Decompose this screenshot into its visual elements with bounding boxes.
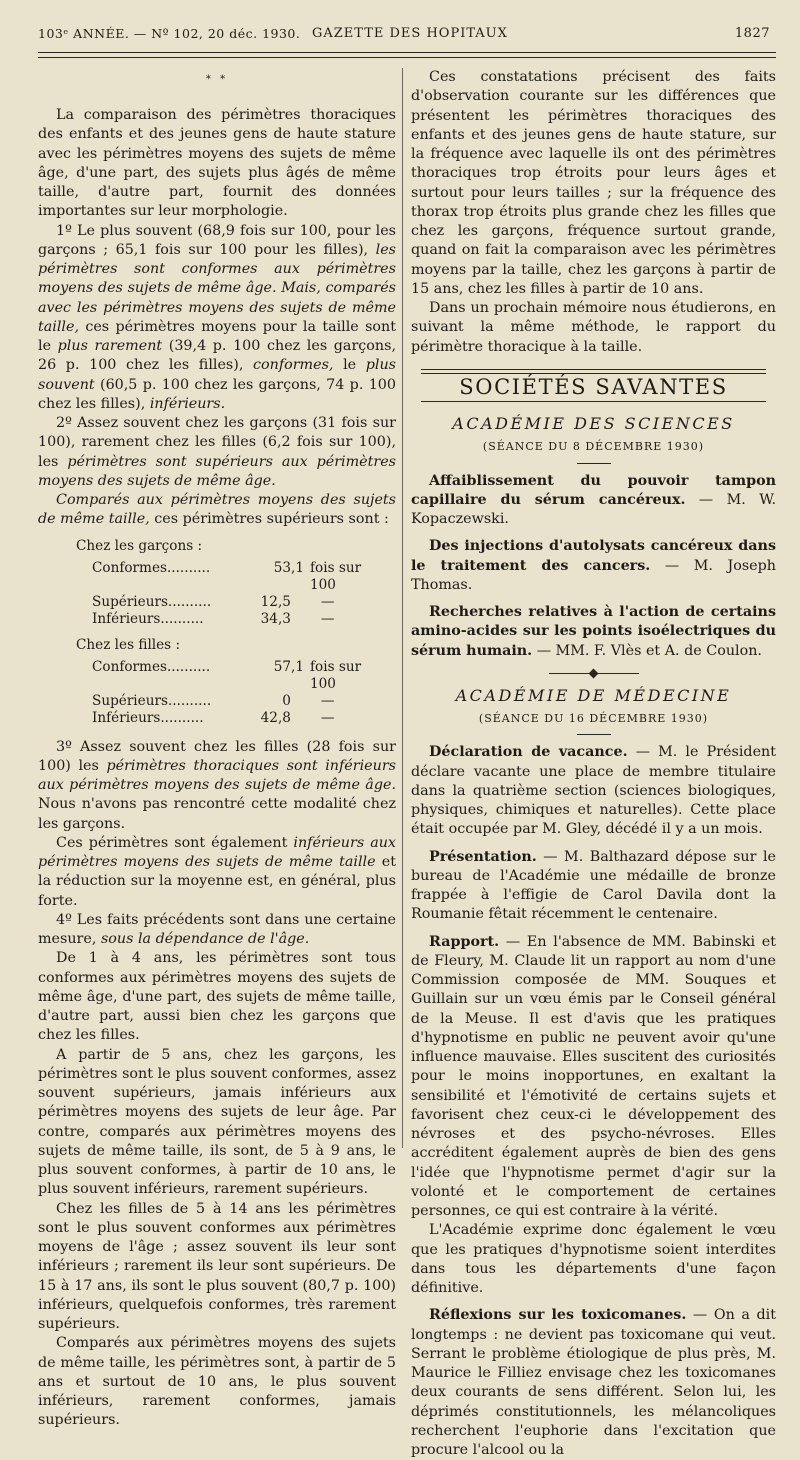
communication-item: Présentation. — M. Balthazard dépose sur le bureau de l'Académie une médaille de bronze frappée à l'effigie de Carol Davila dont la Roumanie fêtait récemment le centenaire. xyxy=(411,848,776,923)
ornament-rule xyxy=(549,673,639,674)
communication-item: Recherches relatives à l'action de certains amino-acides sur les points isoélectriques du sérum humain. — MM. F. Vlès et A. de Coulon. xyxy=(411,604,776,659)
table-row: Inférieurs.......... 34,3 — xyxy=(92,611,335,628)
table-heading-garcons: Chez les garçons : xyxy=(76,537,203,554)
session-date: (SÉANCE DU 16 DÉCEMBRE 1930) xyxy=(478,712,709,725)
paragraph: Chez les filles de 5 à 14 ans les périmètres sont le plus souvent conformes aux périmètres moyens de l'âge ; assez souvent ils leur sont inférieurs ; rarement ils leur sont supérieurs. De 15 à 17 ans, ils sont le plus souvent (80,7 p. 100) inférieurs, quelquefois conformes, très rarement supérieurs. xyxy=(38,1200,396,1333)
paragraph: 4º Les faits précédents sont dans une certaine mesure, sous la dépendance de l'âge. xyxy=(38,911,396,948)
communication-item: Rapport. — En l'absence de MM. Babinski et de Fleury, M. Claude lit un rapport au nom d'une Commission composée de MM. Souques et Guillain sur un vœu émis par le Conseil général de la Meuse. Il est d'avis que les pratiques d'hypnotisme en public ne peuvent avoir qu'une influence mauvaise. Elles suscitent des curiosités pour le moins inopportunes, en exaltant la sensibilité et l'émotivité de certains sujets et favorisent chez ceux-ci le développement des névroses et des psycho-névroses. Elles accréditent également auprès de bien des gens l'idée que l'hypnotisme permet d'agir sur la volonté et le comportement de certaines personnes, ce qui est contraire à la vérité. xyxy=(411,933,776,1219)
section-title: SOCIÉTÉS SAVANTES xyxy=(459,374,728,399)
paragraph: Comparés aux périmètres moyens des sujets de même taille, ces périmètres supérieurs sont : xyxy=(38,492,396,528)
table-row: Conformes.......... 53,1 fois sur 100 xyxy=(92,559,362,593)
table-heading-filles: Chez les filles : xyxy=(76,636,181,653)
table-row: Inférieurs.......... 42,8 — xyxy=(92,710,335,727)
paragraph: Comparés aux périmètres moyens des sujets de même taille, les périmètres sont, à partir de 5 ans et surtout de 10 ans, le plus souvent inférieurs, rarement conformes, jamais supérieurs. xyxy=(38,1335,396,1429)
paragraph: Ces constatations précisent des faits d'observation courante sur les différences que présentent les périmètres thoraciques des enfants et des jeunes gens de haute stature, sur la fréquence avec laquelle ils ont des périmètres thoraciques trop étroits pour leurs âges et surtout pour leurs tailles ; sur la fréquence des thorax trop étroits plus grande chez les filles que chez les garçons, fréquence surtout grande, quand on fait la comparaison avec les périmètres moyens par la taille, chez les garçons à partir de 15 ans, chez les filles à partir de 10 ans. xyxy=(411,69,776,297)
paragraph: De 1 à 4 ans, les périmètres sont tous conformes aux périmètres moyens des sujets de même âge, d'une part, des sujets de même taille, d'autre part, aussi bien chez les garçons que chez les filles. xyxy=(38,950,396,1044)
paragraph: A partir de 5 ans, chez les garçons, les périmètres sont le plus souvent conformes, assez souvent supérieurs, jamais inférieurs aux périmètres moyens des sujets de leur âge. Par contre, comparés aux périmètres moyens des sujets de même taille, ils sont, de 5 à 9 ans, le plus souvent conformes, à partir de 10 ans, le plus souvent inférieurs, rarement supérieurs. xyxy=(38,1046,396,1198)
section-rule xyxy=(421,369,766,370)
paragraph: 3º Assez souvent chez les filles (28 fois sur 100) les périmètres thoraciques sont inférieurs aux périmètres moyens des sujets de même âge. Nous n'avons pas rencontré cette modalité chez les garçons. xyxy=(38,738,397,832)
academy-heading: ACADÉMIE DES SCIENCES xyxy=(452,414,735,433)
paragraph: Dans un prochain mémoire nous étudierons, en suivant la même méthode, le rapport du périmètre thoracique à la taille. xyxy=(411,300,776,355)
communication-item: Des injections d'autolysats cancéreux dans le traitement des cancers. — M. Joseph Thomas. xyxy=(411,538,776,593)
paragraph: Ces périmètres sont également inférieurs aux périmètres moyens des sujets de même taille et la réduction sur la moyenne est, en général, plus forte. xyxy=(38,834,396,909)
table-row: Conformes.......... 57,1 fois sur 100 xyxy=(92,658,362,692)
header-rule-thin xyxy=(38,57,776,58)
table-row: Supérieurs.......... 0 — xyxy=(92,693,335,710)
stats-table xyxy=(38,538,396,728)
short-rule xyxy=(577,463,611,464)
table-row: Supérieurs.......... 12,5 — xyxy=(92,594,335,611)
running-header xyxy=(38,24,776,46)
communication-item: Réflexions sur les toxicomanes. — On a dit longtemps : ne devient pas toxicomane qui veut. Serrant le problème étiologique de plus près, M. Maurice le Filliez envisage chez les toxicomanes deux courants de sens différent. Selon lui, les déprimés constitutionnels, les mélancoliques recherchent l'euphorie dans l'excitation que procure l'alcool ou la xyxy=(411,1307,776,1458)
academy-heading: ACADÉMIE DE MÉDECINE xyxy=(455,685,732,705)
paragraph: 2º Assez souvent chez les garçons (31 fois sur 100), rarement chez les filles (6,2 fois sur 100), les périmètres sont supérieurs aux périmètres moyens des sujets de même âge. xyxy=(38,415,396,489)
issue-info: 103ᵉ ANNÉE. — Nº 102, 20 déc. 1930. xyxy=(38,26,301,41)
section-stars: * * xyxy=(205,74,229,85)
section-rule xyxy=(421,373,766,374)
communication-item: Affaiblissement du pouvoir tampon capillaire du sérum cancéreux. — M. W. Kopaczewski. xyxy=(411,472,776,527)
paragraph: 1º Le plus souvent (68,9 fois sur 100, pour les garçons ; 65,1 fois sur 100 pour les filles), les périmètres sont conformes aux périmètres moyens des sujets de même âge. Mais, comparés avec les périmètres moyens des sujets de même taille, ces périmètres moyens pour la taille sont le plus rarement (39,4 p. 100 chez les garçons, 26 p. 100 chez les filles), conformes, le plus souvent (60,5 p. 100 chez les garçons, 74 p. 100 chez les filles), inférieurs. xyxy=(38,222,396,412)
left-column xyxy=(38,68,396,1431)
page-number: 1827 xyxy=(734,26,770,41)
communication-item: Déclaration de vacance. — M. le Président déclare vacante une place de membre titulaire dans la quatrième section (sciences biologiques, physiques, chimiques et naturelles). Cette place était occupée par M. Gley, décédé il y a un mois. xyxy=(411,744,776,838)
header-rule-thick xyxy=(38,52,776,53)
section-rule xyxy=(421,401,766,402)
session-date: (SÉANCE DU 8 DÉCEMBRE 1930) xyxy=(482,440,705,454)
right-column xyxy=(411,68,776,1460)
paragraph: La comparaison des périmètres thoraciques des enfants et des jeunes gens de haute stature avec les périmètres moyens des sujets de même âge, d'une part, des sujets plus âgés de même taille, d'autre part, fournit des données importantes sur leur morphologie. xyxy=(38,107,396,220)
column-divider xyxy=(402,68,403,1148)
journal-title: GAZETTE DES HOPITAUX xyxy=(312,26,508,41)
short-rule xyxy=(577,734,611,735)
paragraph: L'Académie exprime donc également le vœu que les pratiques d'hypnotisme soient interdites dans tous les départements d'une façon définitive. xyxy=(411,1222,776,1296)
